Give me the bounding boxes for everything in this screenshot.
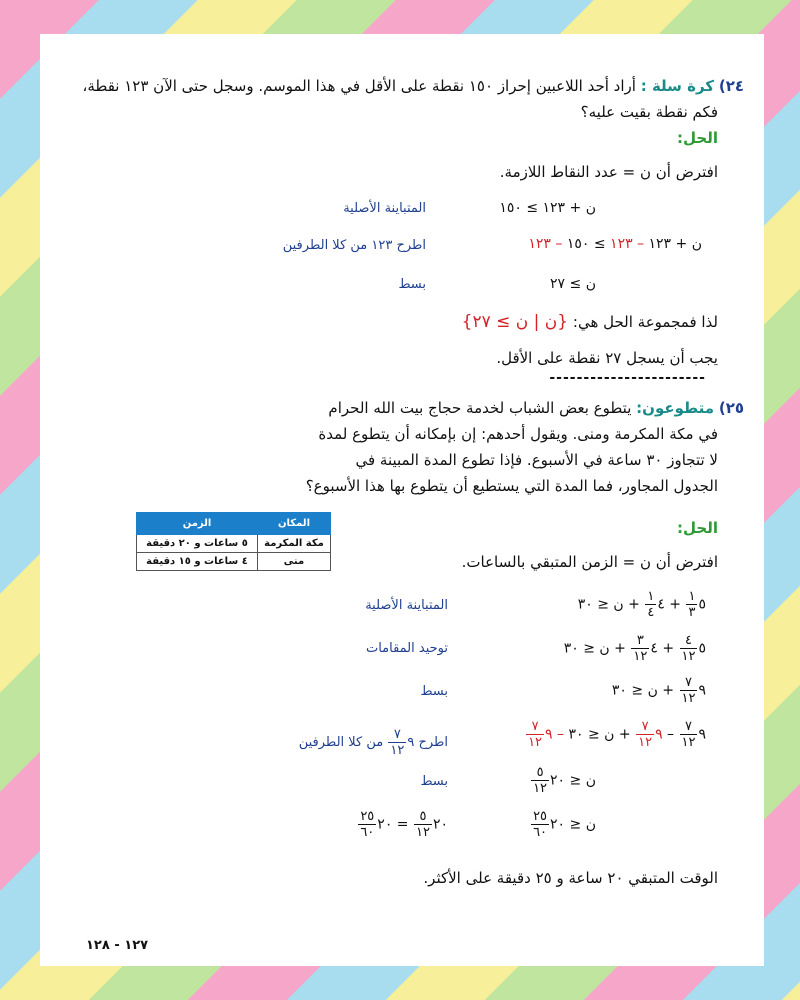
assumption: افترض أن ن = عدد النقاط اللازمة. bbox=[499, 163, 718, 181]
problem-number: ٢٤) bbox=[718, 77, 744, 95]
problem-24-line1 bbox=[83, 74, 744, 99]
problem-25-line4: الجدول المجاور، فما المدة التي يستطيع أن يتطوع بها هذا الأسبوع؟ bbox=[305, 477, 718, 495]
inequality-step1: ن + ١٢٣ ≥ ١٥٠ bbox=[499, 200, 596, 216]
step1-note: المتباينة الأصلية bbox=[343, 201, 426, 216]
problem-25-line3: لا تتجاوز ٣٠ ساعة في الأسبوع. فإذا تطوع المدة المبينة في bbox=[355, 451, 718, 469]
problem-number: ٢٥) bbox=[718, 399, 744, 417]
problem-24-line2: فكم نقطة بقيت عليه؟ bbox=[580, 103, 718, 121]
eq25-row5: ن ≤ ٢٠ $\frac{٥}{١٢}$ bbox=[533, 765, 596, 796]
assumption-25: افترض أن ن = الزمن المتبقي بالساعات. bbox=[461, 553, 718, 571]
note-25-4: اطرح ٩ $\frac{٧}{١٢}$ من كلا الطرفين bbox=[298, 727, 448, 758]
eq25-row3: ٩ $\frac{٧}{١٢}$ + ن ≤ ٣٠ bbox=[611, 675, 706, 706]
page-number: ١٢٧ - ١٢٨ bbox=[86, 938, 149, 953]
page bbox=[40, 34, 764, 966]
note-25-3: بسط bbox=[420, 684, 448, 699]
solution-label-25: الحل: bbox=[677, 519, 718, 537]
solution-set: لذا فمجموعة الحل هي: {ن | ن ≥ ٢٧} bbox=[461, 312, 718, 332]
step3-note: بسط bbox=[398, 277, 426, 292]
note-25-1: المتباينة الأصلية bbox=[365, 598, 448, 613]
table-row: منى ٤ ساعات و ١٥ دقيقة bbox=[137, 553, 331, 571]
inequality-step3: ن ≥ ٢٧ bbox=[550, 276, 596, 292]
schedule-table bbox=[136, 512, 331, 571]
eq25-row2: ٥ $\frac{٤}{١٢}$ + ٤ $\frac{٣}{١٢}$ + ن ≤ ٣٠ bbox=[563, 633, 706, 664]
step2-note: اطرح ١٢٣ من كلا الطرفين bbox=[282, 238, 426, 253]
table-header-time: الزمن bbox=[137, 513, 258, 535]
conclusion-24: يجب أن يسجل ٢٧ نقطة على الأقل. bbox=[496, 349, 718, 367]
solution-label: الحل: bbox=[677, 129, 718, 147]
problem-topic: كرة سلة : bbox=[640, 77, 715, 95]
eq25-conversion: ٢٠ $\frac{٥}{١٢}$ = ٢٠ $\frac{٢٥}{٦٠}$ bbox=[360, 809, 448, 840]
separator: ----------------------- bbox=[549, 370, 706, 386]
problem-topic: متطوعون: bbox=[636, 399, 715, 417]
eq25-row6: ن ≤ ٢٠ $\frac{٢٥}{٦٠}$ bbox=[533, 809, 596, 840]
note-25-5: بسط bbox=[420, 774, 448, 789]
table-header-place: المكان bbox=[258, 513, 331, 535]
problem-25-line2: في مكة المكرمة ومنى. ويقول أحدهم: إن بإمكانه أن يتطوع لمدة bbox=[318, 425, 718, 443]
conclusion-25: الوقت المتبقي ٢٠ ساعة و ٢٥ دقيقة على الأكثر. bbox=[423, 869, 718, 887]
eq25-row4: ٩ $\frac{٧}{١٢}$ – ٩ $\frac{٧}{١٢}$ + ن ≤ ٣٠ – ٩ $\frac{٧}{١٢}$ bbox=[528, 719, 706, 750]
problem-25-line1: ٢٥) متطوعون: يتطوع بعض الشباب لخدمة حجاج بيت الله الحرام bbox=[328, 399, 744, 417]
inequality-step2: ن + ١٢٣ – ١٢٣ ≥ ١٥٠ – ١٢٣ bbox=[528, 236, 702, 252]
note-25-2: توحيد المقامات bbox=[365, 641, 448, 656]
problem-text: أراد أحد اللاعبين إحراز ١٥٠ نقطة على الأقل في هذا الموسم. وسجل حتى الآن ١٢٣ نقطة، bbox=[82, 77, 636, 95]
table-row: مكة المكرمة ٥ ساعات و ٢٠ دقيقة bbox=[137, 535, 331, 553]
eq25-row1: ٥ $\frac{١}{٣}$ + ٤ $\frac{١}{٤}$ + ن ≤ ٣٠ bbox=[577, 589, 706, 620]
solution-set-value: {ن | ن ≥ ٢٧} bbox=[461, 312, 569, 332]
